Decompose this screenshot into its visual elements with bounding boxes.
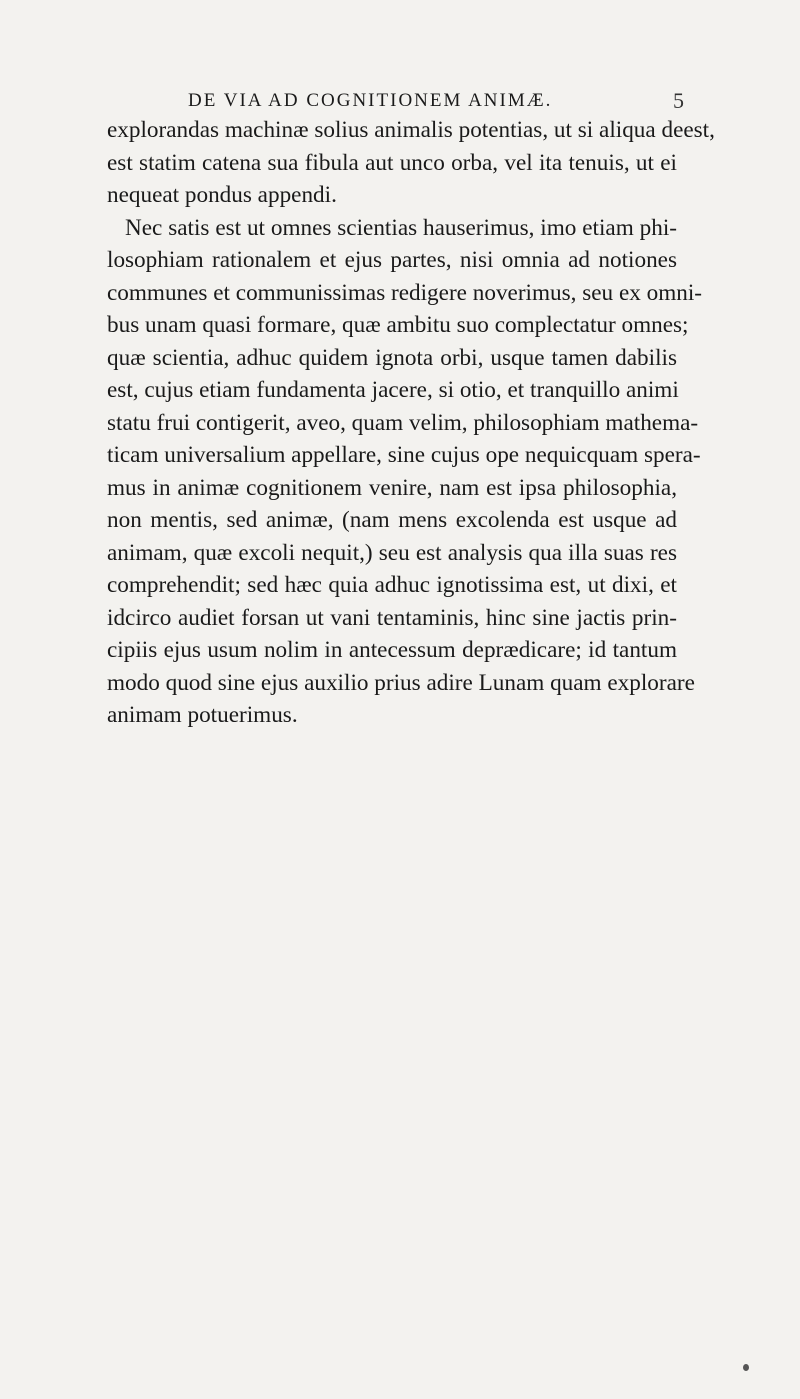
text-line: cipiis ejus usum nolim in antecessum deprædicare; id tantum — [107, 637, 677, 663]
text-line: est, cujus etiam fundamenta jacere, si otio, et tranquillo animi — [107, 377, 679, 403]
text-line: mus in animæ cognitionem venire, nam est ipsa philosophia, — [107, 474, 677, 501]
running-title: DE VIA AD COGNITIONEM ANIMÆ. — [188, 90, 553, 111]
text-line: losophiam rationalem et ejus partes, nisi omnia ad notiones — [107, 247, 677, 273]
text-line: quæ scientia, adhuc quidem ignota orbi, usque tamen dabilis — [107, 344, 677, 371]
text-line: comprehendit; sed hæc quia adhuc ignotissima est, ut dixi, et — [107, 572, 677, 598]
text-line: modo quod sine ejus auxilio prius adire Lunam quam explorare — [107, 669, 695, 696]
text-line: nequeat pondus appendi. — [107, 182, 337, 208]
text-line: animam, quæ excoli nequit,) seu est analysis qua illa suas res — [107, 539, 677, 566]
paragraph — [107, 212, 703, 732]
text-line: communes et communissimas redigere noverimus, seu ex omni- — [107, 279, 703, 306]
body-text — [107, 114, 715, 732]
text-line: explorandas machinæ solius animalis potentias, ut si aliqua deest, — [107, 117, 715, 143]
ink-smudge — [743, 1364, 749, 1371]
text-line: Nec satis est ut omnes scientias hauserimus, imo etiam phi- — [125, 214, 677, 241]
text-line: idcirco audiet forsan ut vani tentaminis, hinc sine jactis prin- — [107, 604, 677, 631]
text-line: est statim catena sua fibula aut unco orba, vel ita tenuis, ut ei — [107, 149, 677, 176]
paragraph — [107, 114, 715, 212]
text-line: statu frui contigerit, aveo, quam velim, philosophiam mathema- — [107, 409, 699, 436]
page-number: 5 — [673, 88, 684, 113]
text-line: bus unam quasi formare, quæ ambitu suo complectatur omnes; — [107, 312, 689, 338]
text-line: ticam universalium appellare, sine cujus ope nequicquam spera- — [107, 442, 701, 468]
text-line: animam potuerimus. — [107, 702, 298, 728]
text-line: non mentis, sed animæ, (nam mens excolenda est usque ad — [107, 507, 677, 533]
